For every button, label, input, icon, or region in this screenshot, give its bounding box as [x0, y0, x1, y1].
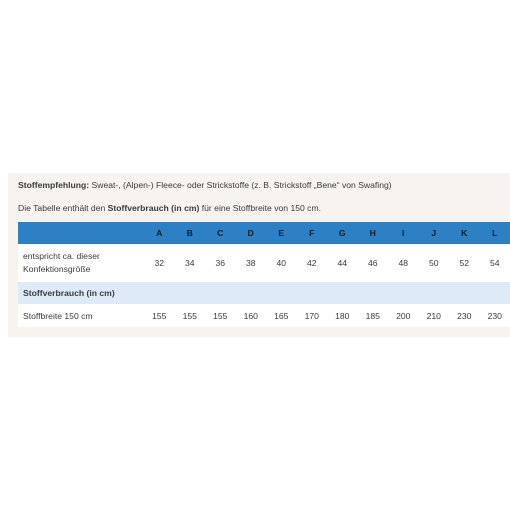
fabric-cell: 170 [304, 310, 319, 321]
fabric-cell: 185 [365, 310, 380, 321]
table-intro-prefix: Die Tabelle enthält den [18, 203, 108, 213]
size-cell: 32 [154, 258, 165, 268]
header-col-e: E [278, 228, 285, 238]
header-col-j: J [431, 228, 437, 238]
size-cell: 46 [367, 258, 378, 268]
fabric-cell: 165 [274, 310, 289, 321]
recommendation-text: Sweat-, (Alpen-) Fleece- oder Strickstoffe (z. B. Strickstoff „Bene“ von Swafing) [89, 180, 392, 190]
size-row-label [18, 244, 144, 282]
header-col-k: K [461, 228, 468, 238]
size-cell: 38 [245, 258, 256, 268]
fabric-cell: 210 [426, 310, 441, 321]
table-intro-bold: Stoffverbrauch (in cm) [107, 203, 200, 213]
fabric-cell: 155 [182, 310, 197, 321]
header-col-b: B [186, 228, 193, 238]
header-empty-cell [18, 222, 144, 244]
header-col-h: H [369, 228, 376, 238]
fabric-cell: 200 [396, 310, 411, 321]
table-header-row [18, 222, 510, 244]
header-col-l: L [492, 228, 498, 238]
size-cell: 52 [459, 258, 470, 268]
table-section-row [18, 282, 510, 304]
header-col-i: I [402, 228, 405, 238]
fabric-consumption-table [18, 222, 510, 327]
header-col-c: C [217, 228, 224, 238]
header-col-g: G [338, 228, 346, 238]
size-cell: 44 [337, 258, 348, 268]
size-cell: 48 [398, 258, 409, 268]
fabric-cell: 155 [213, 310, 228, 321]
size-cell: 34 [184, 258, 195, 268]
fabric-recommendation [18, 179, 510, 191]
recommendation-label: Stoffempfehlung: [18, 180, 90, 190]
fabric-cell: 155 [152, 310, 167, 321]
table-intro-suffix: für eine Stoffbreite von 150 cm. [199, 203, 322, 213]
fabric-cell: 160 [243, 310, 258, 321]
table-intro [18, 202, 510, 214]
header-col-a: A [156, 228, 163, 238]
size-cell: 42 [306, 258, 317, 268]
size-cell: 36 [215, 258, 226, 268]
size-row-label-line2: Konfektionsgröße [23, 264, 91, 274]
size-cell: 50 [428, 258, 439, 268]
fabric-row-label: Stoffbreite 150 cm [23, 310, 93, 321]
fabric-cell: 230 [487, 310, 502, 321]
section-label: Stoffverbrauch (in cm) [23, 288, 115, 298]
table-row-size [18, 244, 510, 282]
table-row-fabric-width [18, 304, 510, 327]
size-row-label-line1: entspricht ca. dieser [23, 251, 100, 261]
fabric-cell: 230 [457, 310, 472, 321]
fabric-info-panel [8, 173, 510, 337]
header-col-d: D [247, 228, 254, 238]
fabric-cell: 180 [335, 310, 350, 321]
size-cell: 54 [489, 258, 500, 268]
size-cell: 40 [276, 258, 287, 268]
header-col-f: F [309, 228, 315, 238]
